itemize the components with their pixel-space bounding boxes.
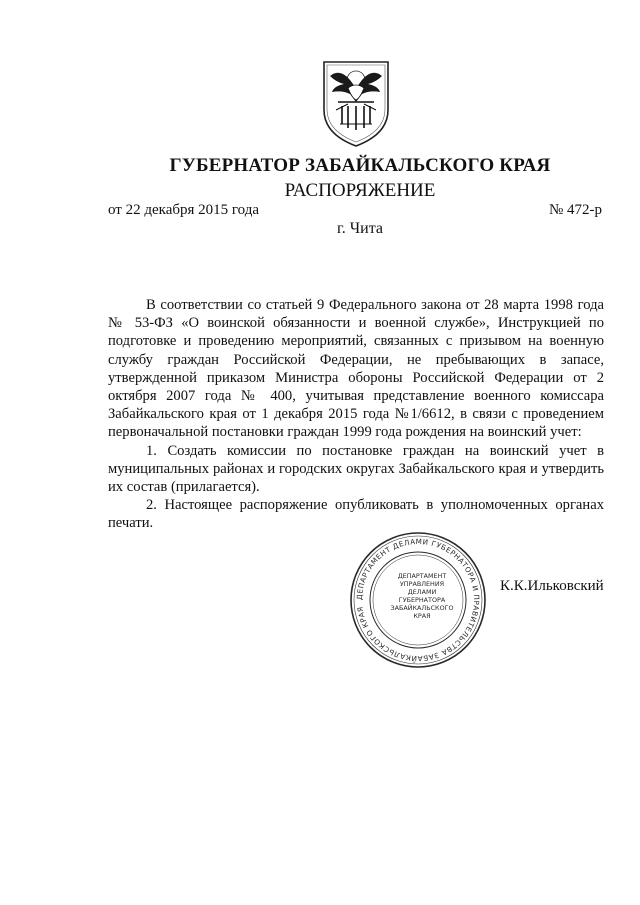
stamp-line: ДЕПАРТАМЕНТ bbox=[397, 572, 447, 580]
body-paragraph: В соответствии со статьей 9 Федерального закона от 28 марта 1998 года № 53-ФЗ «О воинской обязанности и военной службе», Инструкцией по подготовке и проведению мероприятий, связанных с призывом на военную службу граждан Российской Федерации, не пребывающих в запасе, утвержденной приказом Министра обороны Российской Федерации от 2 октября 2007 года № 400, учитывая представление военного комиссара Забайкальского края от 1 декабря 2015 года №1/6612, в связи с проведением первоначальной постановки граждан 1999 года рождения на воинский учет: bbox=[108, 297, 604, 441]
document-date: от 22 декабря 2015 года bbox=[108, 202, 260, 218]
stamp-line: ГУБЕРНАТОРА bbox=[398, 596, 446, 604]
stamp-line: КРАЯ bbox=[413, 612, 431, 620]
body-paragraph: 1. Создать комиссии по постановке граждан на воинский учет в муниципальных районах и городских округах Забайкальского края и утвердить их состав (прилагается). bbox=[108, 442, 604, 496]
document-number: № 472-р bbox=[548, 202, 602, 218]
body-paragraph: 2. Настоящее распоряжение опубликовать в уполномоченных органах печати. bbox=[108, 497, 604, 532]
document-body bbox=[108, 296, 604, 533]
stamp-center-text bbox=[388, 572, 456, 620]
stamp-line: ЗАБАЙКАЛЬСКОГО bbox=[390, 604, 454, 612]
stamp-ring-text: ДЕПАРТАМЕНТ ДЕЛАМИ ГУБЕРНАТОРА И ПРАВИТЕЛЬСТВА ЗАБАЙКАЛЬСКОГО КРАЯ bbox=[354, 536, 482, 664]
issuing-authority: ГУБЕРНАТОР ЗАБАЙКАЛЬСКОГО КРАЯ bbox=[169, 155, 551, 176]
stamp-line: ДЕЛАМИ bbox=[407, 588, 437, 596]
document-type: РАСПОРЯЖЕНИЕ bbox=[284, 180, 436, 201]
document-city: г. Чита bbox=[336, 220, 383, 237]
stamp-line: УПРАВЛЕНИЯ bbox=[399, 580, 445, 588]
coat-of-arms-emblem bbox=[318, 58, 394, 148]
signer-name: К.К.Ильковский bbox=[500, 578, 604, 594]
